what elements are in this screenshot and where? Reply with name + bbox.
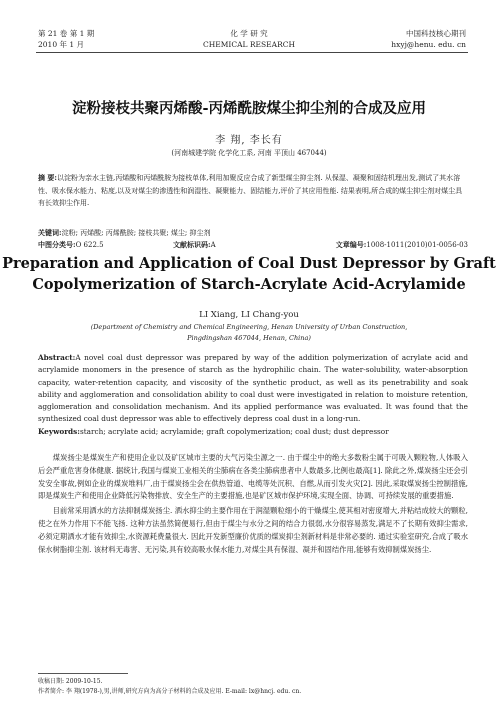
chinese-metadata	[38, 227, 468, 251]
classification-row: 中图分类号:O 622.5 文献标识码:A 文章编号:1008-1011(2010)01-0056-03	[38, 240, 468, 249]
footnote	[38, 673, 468, 697]
footnote-author-bio: 作者简介: 李 翔(1978-),男,讲师,研究方向为高分子材料的合成及应用. E-mail: lx@hncj. edu. cn.	[38, 688, 302, 695]
chinese-abstract-text: 以淀粉为亲水主链,丙烯酸和丙烯酰胺为接枝单体,利用加聚反应合成了新型煤尘抑尘剂. 从保湿、凝聚和固结机理出发,测试了其水溶性、吸水保水能力、粘度,以及对煤尘的渗透性和润湿性、凝聚能力、固结能力,评价了其应用性能. 结果表明,所合成的煤尘抑尘剂对煤尘具有长效抑尘作用.	[38, 174, 463, 208]
body-paragraph: 目前常采用洒水的方法抑制煤炭扬尘. 洒水抑尘的主要作用在于润湿颗粒细小的干燥煤尘,使其相对密度增大,并粘结成较大的颗粒,使之在外力作用下不能飞扬. 这种方法虽然简便易行,但由于煤尘与水分之间的结合力很弱,水分很容易蒸发,满足不了长期有效抑尘需求,必须定期洒水才能有效抑尘,水资源耗费量很大. 因此开发新型廉价优质的煤炭抑尘剂新材料是非常必要的. 通过实验室研究,合成了吸水保水树脂抑尘剂. 该材料无毒害、无污染,具有较高吸水保水能力,对煤尘具有保湿、凝并和固结作用,能够有效抑制煤炭扬尘.	[38, 506, 468, 554]
header-journal-name: 化 学 研 究 CHEMICAL RESEARCH	[203, 29, 295, 49]
chinese-authors: 李 翔, 李长有	[215, 135, 283, 146]
english-authors: LI Xiang, LI Chang-you	[199, 310, 299, 320]
chinese-title: 淀粉接枝共聚丙烯酸-丙烯酰胺煤尘抑尘剂的合成及应用	[71, 100, 427, 117]
chinese-abstract-label: 摘 要:	[38, 173, 58, 182]
chinese-abstract	[38, 172, 468, 210]
header-journal-contact: 中国科技核心期刊 hxyj@henu. edu. cn	[391, 29, 466, 49]
header-volume-issue: 第 21 卷 第 1 期 2010 年 1 月	[38, 29, 95, 49]
footnote-received: 收稿日期: 2009-10-15.	[38, 678, 103, 685]
body-text	[38, 452, 468, 558]
chinese-affiliation: (河南城建学院 化学化工系, 河南 平顶山 467044)	[171, 149, 327, 157]
chinese-keywords: 关键词:淀粉; 丙烯酸; 丙烯酰胺; 接枝共聚; 煤尘; 抑尘剂	[38, 228, 211, 237]
body-paragraph: 煤炭扬尘是煤炭生产和使用企业以及矿区城市主要的大气污染尘源之一. 由于煤尘中的绝大多数粉尘属于可吸入颗粒物,人体吸入后会严重危害身体健康. 据统计,我国与煤炭工业相关的尘肺病在各类尘肺病患者中人数最多,比例也最高[1]. 除此之外,煤炭扬尘还会引发安全事故,例如企业的煤炭堆料厂,由于煤炭扬尘会在供热管道、电缆等处沉积、自燃,从而引发火灾[2]. 因此,采取煤炭扬尘控制措施,即是煤炭生产和使用企业降低污染物排放、安全生产的主要措施,也是矿区城市保护环境,实现全面、协调、可持续发展的重要措施.	[38, 453, 468, 501]
running-header	[0, 0, 498, 52]
header-rule	[36, 52, 468, 53]
english-affiliation: (Department of Chemistry and Chemical Engineering, Henan University of Urban Construction, Pingdingshan 467044, Henan, China)	[90, 323, 408, 342]
english-title: Preparation and Application of Coal Dust Depressor by Graft Copolymerization of Starch-Acrylate Acid-Acrylamide	[2, 255, 496, 293]
footnote-rule	[38, 673, 128, 674]
english-abstract: Abstract:A novel coal dust depressor was prepared by way of the addition polymerization of acrylate acid and acrylamide monomers in the presence of starch as the hydrophilic chain. The water-solubility, water-absorption capacity, water-retention capacity, and viscosity of the synthetic product, as well as its penetrability and soak ability and agglomeration and consolidation ability to coal dust were investigated in relation to moisture retention, agglomeration and consolidation mechanism. And its applied performance was evaluated. It was found that the synthesized coal dust depressor was able to effectively depress coal dust in a long-run. Keywords:starch; acrylate acid; acrylamide; graft copolymerization; coal dust; dust depressor	[38, 353, 468, 436]
